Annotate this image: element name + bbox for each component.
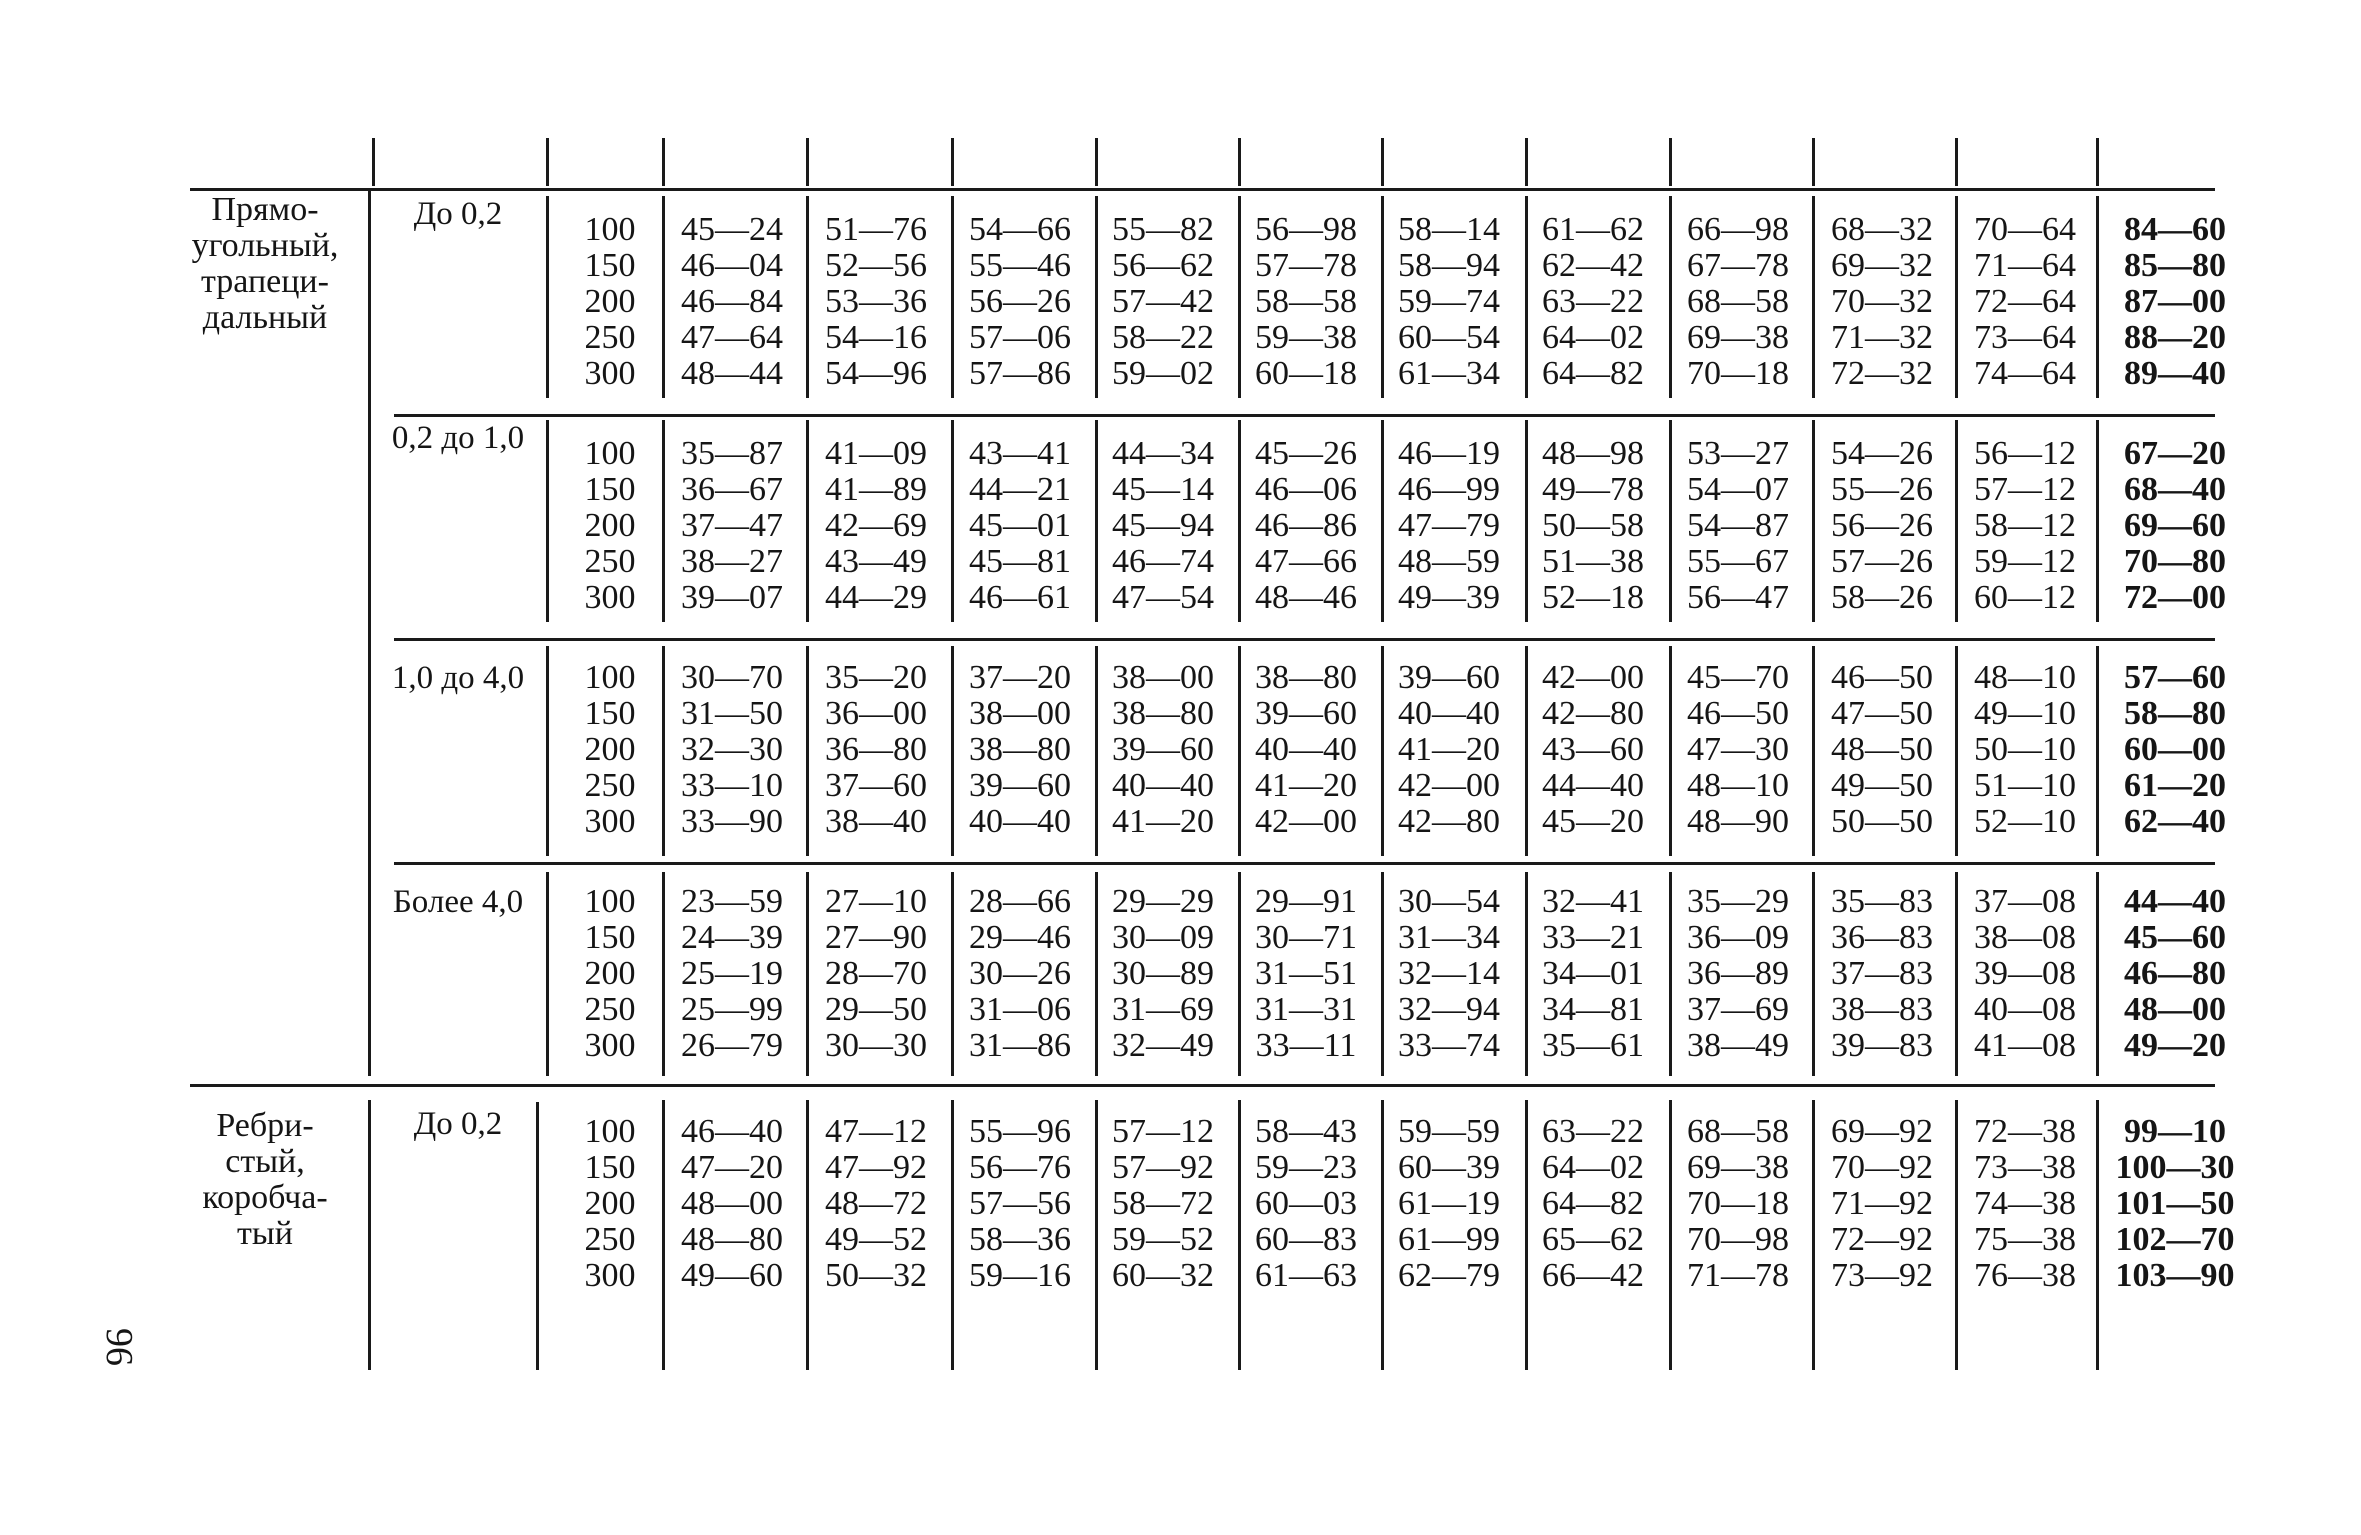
- shape-column-line: [368, 1100, 371, 1370]
- header-tick: [1955, 138, 1958, 186]
- price-cell-column: 48—98 49—78 50—58 51—38 52—18: [1542, 435, 1644, 616]
- price-cell-column: 46—19 46—99 47—79 48—59 49—39: [1398, 435, 1500, 616]
- price-cell-column: 35—83 36—83 37—83 38—83 39—83: [1831, 883, 1933, 1064]
- price-cell-column: 72—38 73—38 74—38 75—38 76—38: [1974, 1113, 2076, 1294]
- price-cell-column: 29—91 30—71 31—51 31—31 33—11: [1255, 883, 1357, 1064]
- price-cell-column: 41—09 41—89 42—69 43—49 44—29: [825, 435, 927, 616]
- price-cell-column: 38—80 39—60 40—40 41—20 42—00: [1255, 659, 1357, 840]
- column-separator: [2096, 196, 2099, 398]
- price-cell-column: 99—10 100—30 101—50 102—70 103—90: [2115, 1113, 2235, 1294]
- price-cell-column: 37—20 38—00 38—80 39—60 40—40: [969, 659, 1071, 840]
- price-cell-column: 45—24 46—04 46—84 47—64 48—44: [681, 211, 783, 392]
- price-cell-column: 66—98 67—78 68—58 69—38 70—18: [1687, 211, 1789, 392]
- thickness-column-line: [536, 1102, 539, 1370]
- price-cell-column: 38—00 38—80 39—60 40—40 41—20: [1112, 659, 1214, 840]
- price-cell-column: 39—60 40—40 41—20 42—00 42—80: [1398, 659, 1500, 840]
- length-cell-column: 100 150 200 250 300: [584, 659, 636, 840]
- price-cell-column: 29—29 30—09 30—89 31—69 32—49: [1112, 883, 1214, 1064]
- price-cell-column: 61—62 62—42 63—22 64—02 64—82: [1542, 211, 1644, 392]
- price-cell-column: 54—26 55—26 56—26 57—26 58—26: [1831, 435, 1933, 616]
- group-top-rule: [190, 188, 2215, 191]
- price-cell-column: 56—12 57—12 58—12 59—12 60—12: [1974, 435, 2076, 616]
- column-separator: [2096, 420, 2099, 622]
- column-separator: [2096, 872, 2099, 1076]
- length-cell-column: 100 150 200 250 300: [584, 211, 636, 392]
- price-cell-column: 55—96 56—76 57—56 58—36 59—16: [969, 1113, 1071, 1294]
- price-cell-column: 37—08 38—08 39—08 40—08 41—08: [1974, 883, 2076, 1064]
- group-divider-rule: [190, 1084, 2215, 1087]
- thickness-range-label: Более 4,0: [392, 884, 524, 920]
- band-rule: [394, 638, 2215, 641]
- header-tick: [1381, 138, 1384, 186]
- length-cell-column: 100 150 200 250 300: [584, 435, 636, 616]
- header-tick: [1525, 138, 1528, 186]
- price-cell-column: 44—34 45—14 45—94 46—74 47—54: [1112, 435, 1214, 616]
- header-tick: [662, 138, 665, 186]
- band-rule: [394, 414, 2215, 417]
- row-group-shape-label: Ребри- стый, коробча- тый: [202, 1107, 328, 1252]
- price-cell-column: 58—43 59—23 60—03 60—83 61—63: [1255, 1113, 1357, 1294]
- price-cell-column: 42—00 42—80 43—60 44—40 45—20: [1542, 659, 1644, 840]
- price-cell-column: 30—70 31—50 32—30 33—10 33—90: [681, 659, 783, 840]
- header-tick: [546, 138, 549, 186]
- price-cell-column: 67—20 68—40 69—60 70—80 72—00: [2124, 435, 2226, 616]
- header-tick: [1095, 138, 1098, 186]
- thickness-range-label: 0,2 до 1,0: [391, 420, 525, 456]
- price-cell-column: 43—41 44—21 45—01 45—81 46—61: [969, 435, 1071, 616]
- price-cell-column: 27—10 27—90 28—70 29—50 30—30: [825, 883, 927, 1064]
- price-cell-column: 46—40 47—20 48—00 48—80 49—60: [681, 1113, 783, 1294]
- price-cell-column: 35—87 36—67 37—47 38—27 39—07: [681, 435, 783, 616]
- length-cell-column: 100 150 200 250 300: [584, 883, 636, 1064]
- price-cell-column: 44—40 45—60 46—80 48—00 49—20: [2124, 883, 2226, 1064]
- price-cell-column: 63—22 64—02 64—82 65—62 66—42: [1542, 1113, 1644, 1294]
- price-cell-column: 68—32 69—32 70—32 71—32 72—32: [1831, 211, 1933, 392]
- row-group-shape-label: Прямо- угольный, трапеци- дальный: [191, 191, 339, 336]
- header-tick: [372, 138, 375, 186]
- price-cell-column: 32—41 33—21 34—01 34—81 35—61: [1542, 883, 1644, 1064]
- thickness-range-label: До 0,2: [413, 196, 503, 232]
- price-cell-column: 68—58 69—38 70—18 70—98 71—78: [1687, 1113, 1789, 1294]
- price-cell-column: 84—60 85—80 87—00 88—20 89—40: [2124, 211, 2226, 392]
- column-separator: [2096, 646, 2099, 856]
- price-cell-column: 47—12 47—92 48—72 49—52 50—32: [825, 1113, 927, 1294]
- price-cell-column: 57—60 58—80 60—00 61—20 62—40: [2124, 659, 2226, 840]
- price-cell-column: 59—59 60—39 61—19 61—99 62—79: [1398, 1113, 1500, 1294]
- price-cell-column: 56—98 57—78 58—58 59—38 60—18: [1255, 211, 1357, 392]
- price-cell-column: 45—26 46—06 46—86 47—66 48—46: [1255, 435, 1357, 616]
- column-separator: [2096, 1100, 2099, 1370]
- page-number: 96: [98, 1328, 140, 1366]
- price-cell-column: 45—70 46—50 47—30 48—10 48—90: [1687, 659, 1789, 840]
- price-cell-column: 58—14 58—94 59—74 60—54 61—34: [1398, 211, 1500, 392]
- price-cell-column: 51—76 52—56 53—36 54—16 54—96: [825, 211, 927, 392]
- price-cell-column: 46—50 47—50 48—50 49—50 50—50: [1831, 659, 1933, 840]
- price-cell-column: 54—66 55—46 56—26 57—06 57—86: [969, 211, 1071, 392]
- price-cell-column: 30—54 31—34 32—14 32—94 33—74: [1398, 883, 1500, 1064]
- thickness-range-label: До 0,2: [413, 1106, 503, 1142]
- header-tick: [951, 138, 954, 186]
- price-cell-column: 28—66 29—46 30—26 31—06 31—86: [969, 883, 1071, 1064]
- price-cell-column: 70—64 71—64 72—64 73—64 74—64: [1974, 211, 2076, 392]
- band-rule: [394, 862, 2215, 865]
- header-tick: [1238, 138, 1241, 186]
- header-tick: [2096, 138, 2099, 186]
- price-cell-column: 57—12 57—92 58—72 59—52 60—32: [1112, 1113, 1214, 1294]
- thickness-range-label: 1,0 до 4,0: [391, 660, 525, 696]
- header-tick: [1812, 138, 1815, 186]
- header-tick: [806, 138, 809, 186]
- price-cell-column: 55—82 56—62 57—42 58—22 59—02: [1112, 211, 1214, 392]
- price-cell-column: 53—27 54—07 54—87 55—67 56—47: [1687, 435, 1789, 616]
- header-tick: [1669, 138, 1672, 186]
- price-cell-column: 69—92 70—92 71—92 72—92 73—92: [1831, 1113, 1933, 1294]
- price-cell-column: 35—29 36—09 36—89 37—69 38—49: [1687, 883, 1789, 1064]
- price-cell-column: 35—20 36—00 36—80 37—60 38—40: [825, 659, 927, 840]
- shape-column-line: [368, 190, 371, 1076]
- length-cell-column: 100 150 200 250 300: [584, 1113, 636, 1294]
- price-cell-column: 23—59 24—39 25—19 25—99 26—79: [681, 883, 783, 1064]
- price-cell-column: 48—10 49—10 50—10 51—10 52—10: [1974, 659, 2076, 840]
